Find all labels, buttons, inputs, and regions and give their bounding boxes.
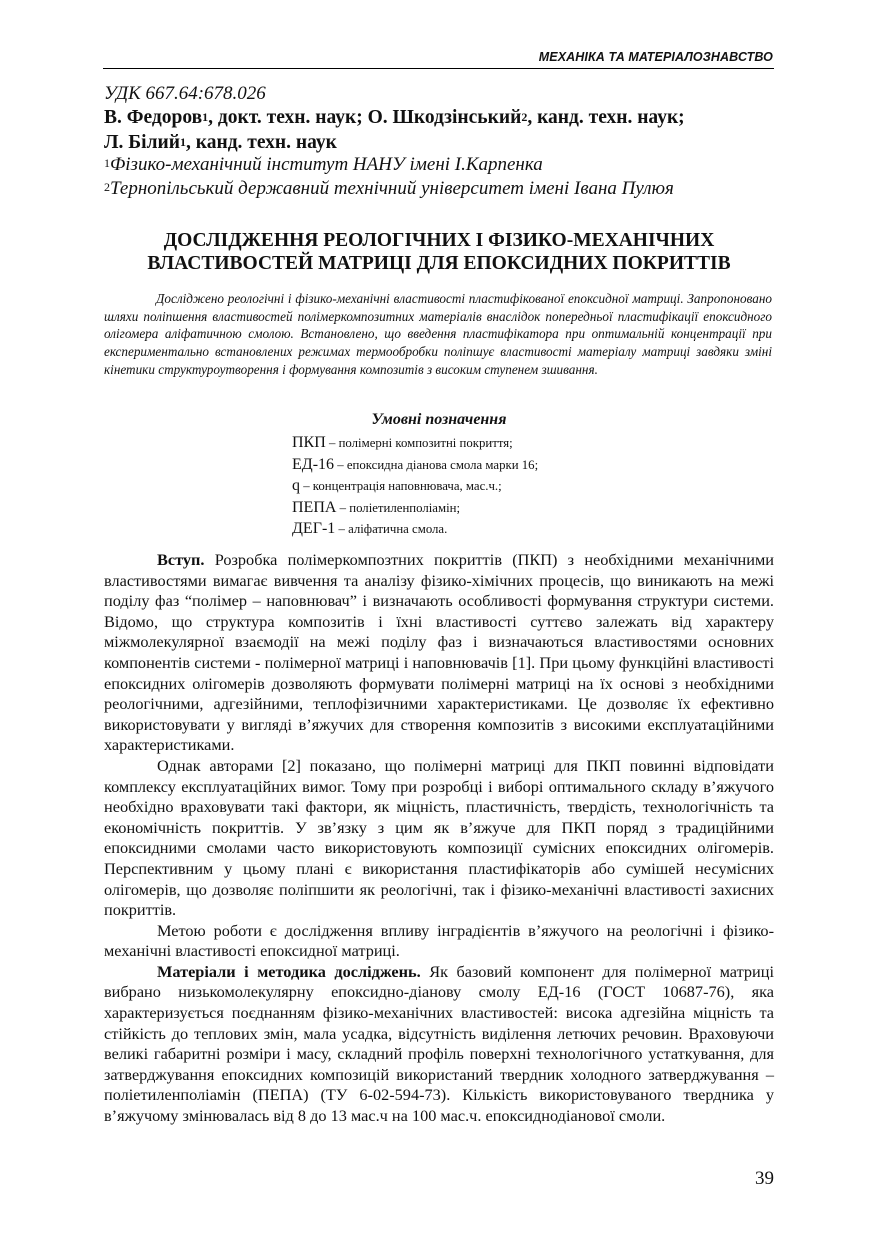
notation-list — [292, 432, 538, 540]
notation-item — [292, 518, 538, 540]
body-paragraph — [104, 962, 774, 1127]
affiliation-text: Фізико-механічний інститут НАНУ імені І.Карпенка — [110, 154, 543, 175]
body-paragraph — [104, 756, 774, 921]
notation-item — [292, 475, 538, 497]
affiliation — [104, 154, 774, 177]
author-degree: , канд. техн. наук; — [527, 107, 685, 128]
paragraph-text: Як базовий компонент для полімерної матриці вибрано низькомолекулярну епоксидно-діанову смолу ЕД-16 (ГОСТ 10687-76), яка характеризується поєднанням фізико-механічних властивостей: висока адгезійна міцність та стійкість до теплових змін, мала усадка, відсутність виділення летючих речовин. Враховуючи великі габаритні розміри і масу, складний профіль поверхні технологічного устаткування, для затверджування епоксидних композицій використаний твердник холодного затверджування – поліетиленполіамін (ПЕПА) (ТУ 6-02-594-73). Кількість використовуваного твердника у в’яжучому змінювалась від 8 до 13 мас.ч на 100 мас.ч. епоксиднодіанової смоли. — [104, 961, 774, 1126]
abstract: Досліджено реологічні і фізико-механічні властивості пластифікованої епоксидної матриці. Запропоновано шляхи поліпшення властивостей полімеркомпозитних матеріалів внаслідок попередньої пластифікації епоксидного олігомера аліфатичною смолою. Встановлено, що введення пластифікатора при оптимальній концентрації при експериментально встановлених режимах термообробки поліпшує властивості матеріалу матриці завдяки зміні кінетики структуроутворення і формування композитів з високим ступенем зшивання. — [104, 291, 772, 377]
udc-code: УДК 667.64:678.026 — [104, 83, 266, 104]
author-affiliation-mark: 2 — [521, 110, 528, 124]
page-number: 39 — [755, 1168, 774, 1189]
body-text — [104, 550, 774, 1127]
affiliation — [104, 178, 774, 201]
author-affiliation-mark: 1 — [180, 135, 187, 149]
section-lead-in: Вступ. — [157, 550, 205, 569]
affiliation-mark: 1 — [104, 156, 110, 170]
notation-abbr: ЕД-16 — [292, 455, 335, 473]
author-degree: , докт. техн. наук; — [208, 107, 368, 128]
paper-title-line: ДОСЛІДЖЕННЯ РЕОЛОГІЧНИХ І ФІЗИКО-МЕХАНІЧНИХ — [163, 230, 715, 251]
affiliation-mark: 2 — [104, 180, 110, 194]
author-name: О. Шкодзінський — [367, 107, 522, 128]
notation-abbr: ДЕГ-1 — [292, 520, 336, 537]
notation-abbr: ПЕПА — [292, 498, 337, 516]
notation-desc: – поліетиленполіамін; — [336, 500, 461, 515]
notation-heading: Умовні позначення — [371, 411, 507, 428]
author-degree: , канд. техн. наук — [186, 132, 337, 153]
notation-desc: – полімерні композитні покриття; — [325, 436, 513, 450]
body-paragraph — [104, 550, 774, 756]
author-name: В. Федоров — [104, 107, 203, 128]
author-name: Л. Білий — [104, 132, 181, 153]
notation-desc: – епоксидна діанова смола марки 16; — [334, 457, 539, 472]
notation-desc: – аліфатична смола. — [335, 522, 448, 536]
header-rule — [103, 68, 774, 69]
author-affiliation-mark: 1 — [202, 110, 209, 124]
paragraph-text: Розробка полімеркомпозтних покриттів (ПКП) з необхідними механічними властивостями вимагає вивчення та аналізу фізико-хімічних процесів, що виникають на межі поділу фаз “полімер – наповнювач” і визначають особливості формування структури системи. Відомо, що структура композитів і їхні властивості суттєво залежать від характеру міжмолекулярної взаємодії на межі поділу фаз і визначаються властивостями основних компонентів системи - полімерної матриці і наповнювачів [1]. При цьому функційні властивості епоксидних олігомерів дозволяють формувати полімерні матриці на їх основі з необхідними реологічними, адгезійними, теплофізичними характеристиками. Це дозволяє їх ефективно використовувати у вигляді в’яжучих для створення композитів з високими експлуатаційними характеристиками. — [104, 550, 774, 755]
paper-title-line: ВЛАСТИВОСТЕЙ МАТРИЦІ ДЛЯ ЕПОКСИДНИХ ПОКРИТТІВ — [147, 253, 731, 274]
notation-abbr: q — [292, 477, 300, 494]
running-header: МЕХАНІКА ТА МАТЕРІАЛОЗНАВСТВО — [538, 50, 773, 64]
notation-desc: – концентрація наповнювача, мас.ч.; — [300, 479, 502, 493]
notation-item — [292, 497, 538, 519]
paper-title — [104, 229, 774, 275]
notation-abbr: ПКП — [292, 434, 326, 451]
body-paragraph — [104, 921, 774, 962]
notation-item — [292, 454, 538, 476]
section-lead-in: Матеріали і методика досліджень. — [157, 961, 421, 981]
affiliation-text: Тернопільський державний технічний університет імені Івана Пулюя — [110, 178, 674, 199]
notation-item — [292, 432, 538, 454]
paragraph-text: Однак авторами [2] показано, що полімерні матриці для ПКП повинні відповідати комплексу експлуатаційних вимог. Тому при розробці і виборі оптимального складу в’яжучого необхідно враховувати такі фактори, як міцність, пластичність, твердість, технологічність та економічність покриттів. У зв’язку з цим як в’яжуче для ПКП поряд з традиційними епоксидними смолами часто використовують композиції сумісних епоксидних олігомерів. Перспективним у цьому плані є використання пластифікаторів або сумішей несумісних олігомерів, що дозволяє поліпшити як реологічні, так і фізико-механічні властивості захисних покриттів. — [104, 755, 774, 920]
author-list — [104, 106, 774, 156]
paragraph-text: Метою роботи є дослідження впливу інградієнтів в’яжучого на реологічні і фізико-механічні властивості епоксидної матриці. — [104, 920, 774, 961]
